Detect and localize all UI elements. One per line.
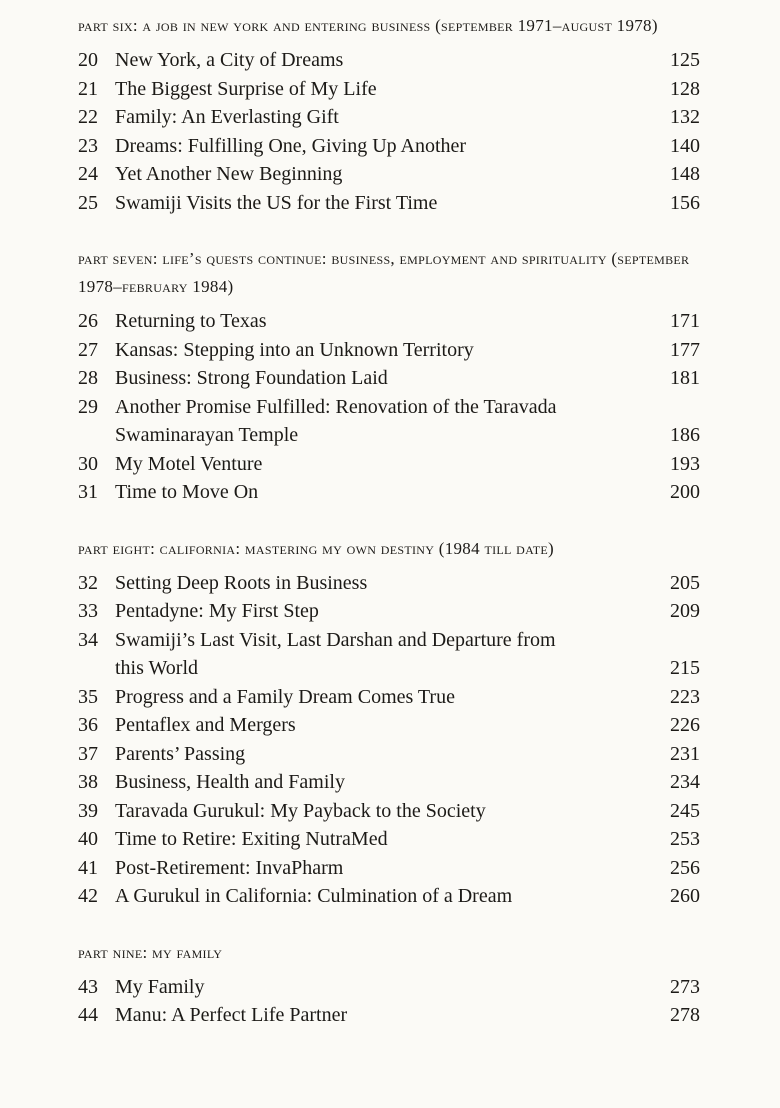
chapter-entry[interactable] (78, 882, 700, 911)
chapter-entry[interactable] (78, 797, 700, 826)
chapter-entry[interactable] (78, 768, 700, 797)
chapter-list (78, 569, 700, 911)
chapter-title: Pentadyne: My First Step (115, 600, 319, 622)
chapter-number: 43 (78, 975, 98, 998)
chapter-page: 140 (670, 134, 700, 157)
chapter-number: 42 (78, 885, 98, 907)
section-spacer (78, 507, 700, 535)
part-seven (78, 245, 700, 507)
section-spacer (78, 911, 700, 939)
chapter-entry[interactable] (78, 160, 700, 189)
chapter-title: Parents’ Passing (115, 742, 246, 765)
chapter-page: 273 (670, 975, 700, 998)
chapter-entry[interactable] (78, 364, 700, 393)
chapter-entry[interactable] (78, 569, 700, 598)
chapter-page: 156 (670, 191, 700, 214)
chapter-title: Business, Health and Family (115, 771, 345, 793)
chapter-number: 30 (78, 452, 98, 475)
chapter-page: 200 (670, 481, 700, 503)
chapter-number: 37 (78, 742, 98, 765)
chapter-page: 181 (670, 367, 700, 389)
section-spacer (78, 217, 700, 245)
chapter-title: New York, a City of Dreams (115, 49, 344, 71)
chapter-page: 177 (670, 338, 700, 361)
chapter-number: 21 (78, 77, 98, 100)
chapter-number: 33 (78, 600, 98, 622)
chapter-title: Swamiji Visits the US for the First Time (115, 191, 438, 214)
chapter-number: 44 (78, 1004, 98, 1026)
chapter-number: 38 (78, 771, 98, 793)
chapter-page: 231 (670, 742, 700, 765)
chapter-number: 29 (78, 395, 98, 418)
chapter-page: 245 (670, 799, 700, 822)
chapter-entry[interactable] (78, 711, 700, 740)
chapter-entry[interactable] (78, 336, 700, 365)
chapter-entry[interactable] (78, 740, 700, 769)
chapter-entry[interactable] (78, 307, 700, 336)
chapter-number: 22 (78, 106, 98, 128)
chapter-title: Time to Retire: Exiting NutraMed (115, 828, 388, 850)
chapter-number: 27 (78, 338, 98, 361)
chapter-page: 171 (670, 310, 700, 332)
chapter-entry[interactable] (78, 478, 700, 507)
part-heading: part eight: california: mastering my own destiny (1984 till date) (78, 538, 554, 558)
chapter-title: Kansas: Stepping into an Unknown Territory (115, 338, 474, 361)
chapter-page: 215 (670, 657, 700, 679)
part-six (78, 12, 700, 217)
chapter-title: Taravada Gurukul: My Payback to the Society (115, 799, 486, 822)
chapter-title: Post-Retirement: InvaPharm (115, 856, 344, 879)
chapter-page: 125 (670, 49, 700, 71)
chapter-title: Family: An Everlasting Gift (115, 106, 339, 128)
chapter-number: 32 (78, 571, 98, 594)
part-heading: part nine: my family (78, 942, 223, 962)
chapter-page: 209 (670, 600, 700, 622)
chapter-title: Time to Move On (115, 481, 259, 503)
chapter-page: 278 (670, 1004, 700, 1026)
chapter-number: 36 (78, 714, 98, 736)
chapter-entry[interactable] (78, 393, 700, 450)
chapter-page: 226 (670, 714, 700, 736)
chapter-entry[interactable] (78, 626, 700, 683)
chapter-title: My Family (115, 975, 205, 998)
chapter-page: 234 (670, 771, 700, 793)
chapter-title: Swamiji’s Last Visit, Last Darshan and Departure from this World (115, 628, 556, 679)
chapter-list (78, 973, 700, 1030)
chapter-number: 28 (78, 367, 98, 389)
chapter-title: Pentaflex and Mergers (115, 714, 296, 736)
chapter-entry[interactable] (78, 450, 700, 479)
table-of-contents (78, 12, 700, 1030)
chapter-entry[interactable] (78, 825, 700, 854)
part-heading: part six: a job in new york and entering business (september 1971–august 1978) (78, 16, 658, 35)
chapter-entry[interactable] (78, 46, 700, 75)
chapter-number: 40 (78, 828, 98, 850)
chapter-title: Returning to Texas (115, 310, 267, 332)
chapter-entry[interactable] (78, 973, 700, 1002)
chapter-entry[interactable] (78, 683, 700, 712)
chapter-page: 253 (670, 828, 700, 850)
chapter-title: A Gurukul in California: Culmination of a Dream (115, 885, 513, 907)
chapter-title: Setting Deep Roots in Business (115, 571, 368, 594)
part-heading: part seven: life’s quests continue: business, employment and spirituality (september 1978–february 1984) (78, 249, 690, 296)
chapter-title: Business: Strong Foundation Laid (115, 367, 388, 389)
chapter-number: 20 (78, 49, 98, 71)
part-eight (78, 535, 700, 911)
chapter-number: 35 (78, 685, 98, 708)
chapter-title: My Motel Venture (115, 452, 263, 475)
chapter-page: 148 (670, 163, 700, 185)
chapter-title: Yet Another New Beginning (115, 163, 343, 185)
chapter-number: 26 (78, 310, 98, 332)
chapter-page: 223 (670, 685, 700, 708)
chapter-entry[interactable] (78, 597, 700, 626)
chapter-list (78, 307, 700, 507)
chapter-entry[interactable] (78, 75, 700, 104)
chapter-entry[interactable] (78, 132, 700, 161)
chapter-number: 25 (78, 191, 98, 214)
chapter-page: 205 (670, 571, 700, 594)
chapter-title: Progress and a Family Dream Comes True (115, 685, 455, 708)
chapter-title: Dreams: Fulfilling One, Giving Up Another (115, 134, 467, 157)
chapter-page: 128 (670, 77, 700, 100)
chapter-title: The Biggest Surprise of My Life (115, 77, 377, 100)
chapter-number: 31 (78, 481, 98, 503)
chapter-number: 24 (78, 163, 98, 185)
chapter-number: 39 (78, 799, 98, 822)
chapter-page: 132 (670, 106, 700, 128)
chapter-page: 186 (670, 424, 700, 446)
chapter-number: 23 (78, 134, 98, 157)
chapter-title: Another Promise Fulfilled: Renovation of the Taravada Swaminarayan Temple (115, 395, 557, 446)
chapter-page: 256 (670, 856, 700, 879)
chapter-entry[interactable] (78, 103, 700, 132)
chapter-number: 41 (78, 856, 98, 879)
chapter-list (78, 46, 700, 217)
chapter-title: Manu: A Perfect Life Partner (115, 1004, 348, 1026)
chapter-page: 193 (670, 452, 700, 475)
chapter-number: 34 (78, 628, 98, 651)
chapter-entry[interactable] (78, 189, 700, 218)
chapter-page: 260 (670, 885, 700, 907)
chapter-entry[interactable] (78, 1001, 700, 1030)
chapter-entry[interactable] (78, 854, 700, 883)
part-nine (78, 939, 700, 1030)
